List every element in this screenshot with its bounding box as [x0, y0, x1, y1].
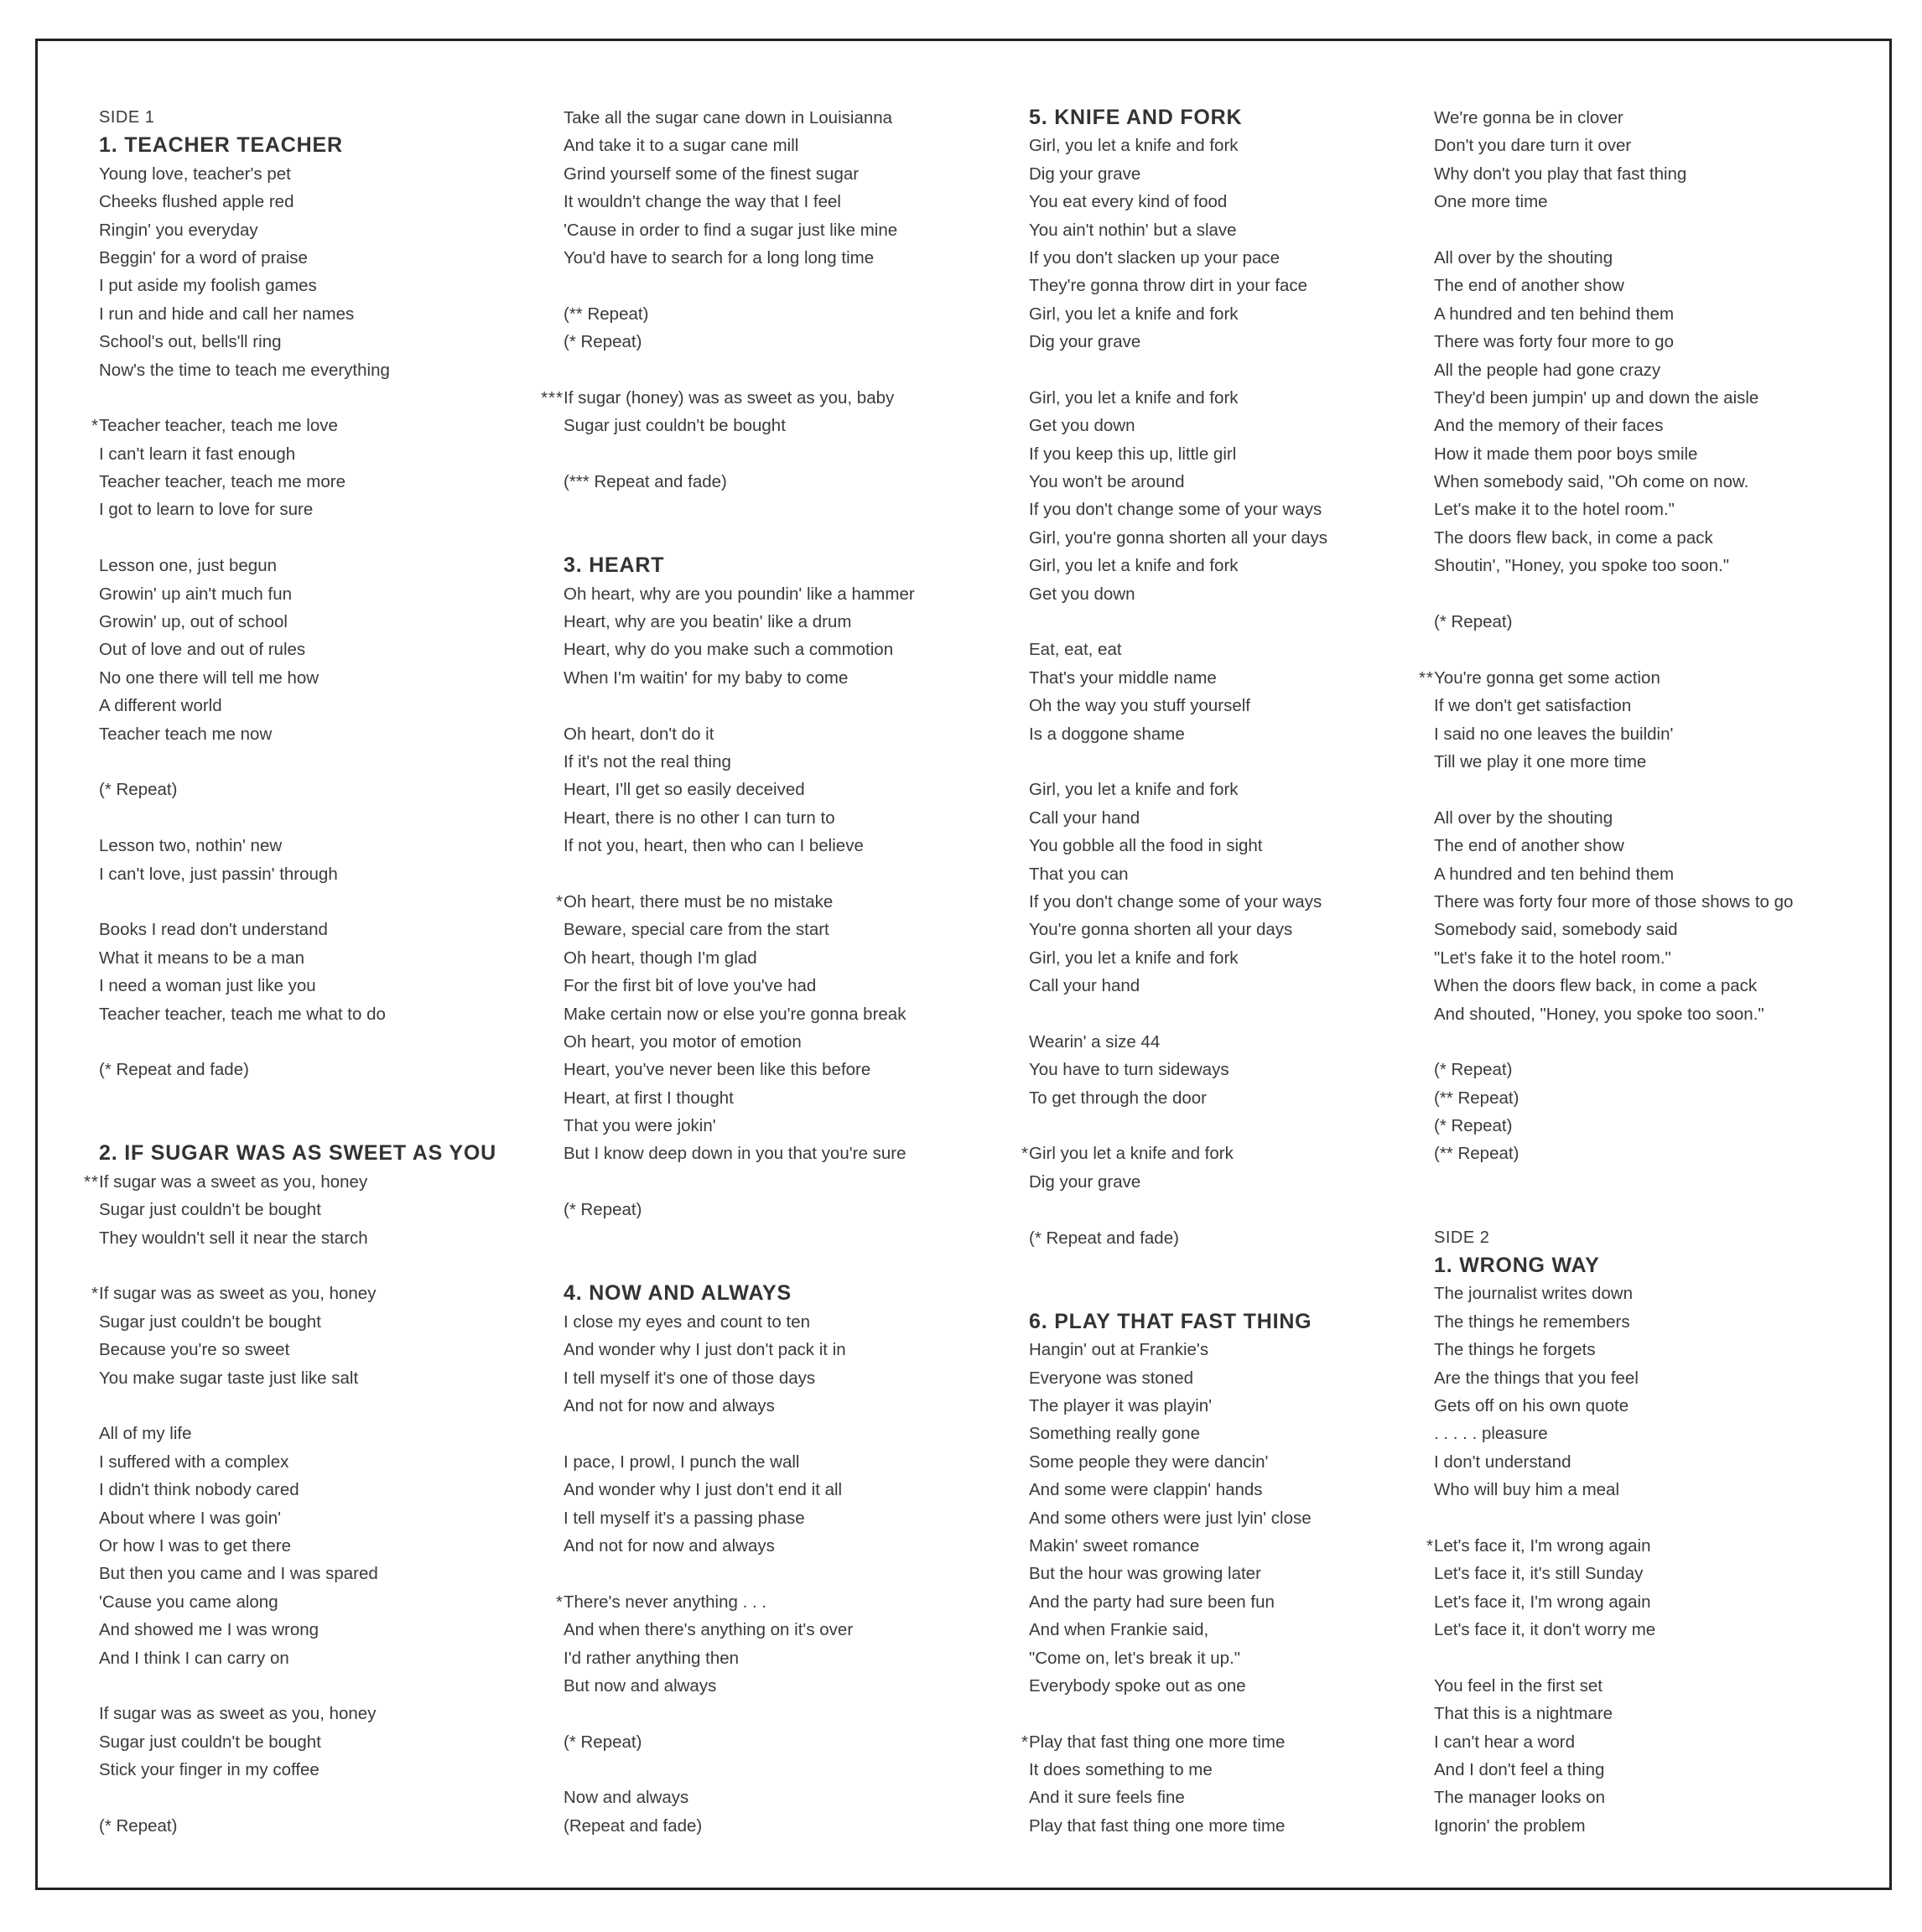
- lyric-line: Shoutin', "Honey, you spoke too soon.": [1434, 556, 1730, 576]
- lyric-line: There was forty four more of those shows to go: [1434, 891, 1794, 911]
- lyric-line: Girl, you let a knife and fork: [1029, 948, 1239, 968]
- lyric-line: They'd been jumpin' up and down the aisle: [1434, 387, 1759, 408]
- lyric-line: The player it was playin': [1029, 1395, 1213, 1415]
- lyric-line: I can't love, just passin' through: [99, 864, 338, 884]
- lyric-line: Girl, you're gonna shorten all your days: [1029, 527, 1328, 548]
- lyric-line: But now and always: [564, 1675, 717, 1696]
- lyric-line: Are the things that you feel: [1434, 1368, 1639, 1388]
- lyric-line: A different world: [99, 696, 222, 716]
- repeat-note: (*** Repeat and fade): [564, 472, 727, 492]
- lyric-line: You feel in the first set: [1434, 1675, 1603, 1696]
- lyric-line: Ringin' you everyday: [99, 220, 258, 240]
- lyric-line: And take it to a sugar cane mill: [564, 136, 799, 156]
- lyric-line: Growin' up ain't much fun: [99, 584, 293, 604]
- chorus-marker: **: [1419, 667, 1434, 688]
- lyric-line: Because you're so sweet: [99, 1340, 290, 1360]
- lyric-line: When somebody said, "Oh come on now.: [1434, 472, 1749, 492]
- lyric-line: Play that fast thing one more time: [1029, 1815, 1286, 1836]
- lyric-line: Beggin' for a word of praise: [99, 247, 308, 267]
- lyric-line: One more time: [1434, 192, 1548, 212]
- lyric-line: Is a doggone shame: [1029, 724, 1185, 744]
- lyric-line: Stick your finger in my coffee: [99, 1760, 319, 1780]
- song-title: 6. PLAY THAT FAST THING: [1029, 1309, 1312, 1333]
- lyric-line: Beware, special care from the start: [564, 920, 829, 940]
- side-label: SIDE 1: [99, 108, 155, 127]
- lyric-line: Everyone was stoned: [1029, 1368, 1194, 1388]
- repeat-note: (** Repeat): [1434, 1144, 1519, 1164]
- lyric-line: Let's face it, I'm wrong again: [1434, 1592, 1651, 1612]
- lyric-line: . . . . . pleasure: [1434, 1424, 1548, 1444]
- column-4: [1419, 104, 1870, 1840]
- lyric-line: I need a woman just like you: [99, 976, 316, 996]
- lyric-line: I suffered with a complex: [99, 1452, 289, 1472]
- lyric-line: But then you came and I was spared: [99, 1564, 378, 1584]
- lyric-line: That's your middle name: [1029, 667, 1217, 688]
- lyric-line: Now and always: [564, 1788, 689, 1808]
- lyric-line: The end of another show: [1434, 276, 1624, 296]
- lyric-line: Eat, eat, eat: [1029, 640, 1122, 660]
- lyric-line: Till we play it one more time: [1434, 751, 1647, 771]
- lyric-line: Girl, you let a knife and fork: [1029, 387, 1239, 408]
- lyric-line: And some were clappin' hands: [1029, 1480, 1263, 1500]
- lyric-line: If not you, heart, then who can I believe: [564, 836, 864, 856]
- lyric-line: I didn't think nobody cared: [99, 1480, 299, 1500]
- lyric-line: I put aside my foolish games: [99, 276, 317, 296]
- lyric-line: And some others were just lyin' close: [1029, 1508, 1312, 1528]
- lyric-line: To get through the door: [1029, 1088, 1207, 1108]
- column-2: [541, 104, 1000, 1840]
- chorus-marker: **: [84, 1171, 99, 1192]
- song-title: 4. NOW AND ALWAYS: [564, 1281, 792, 1306]
- song-title: 1. TEACHER TEACHER: [99, 133, 343, 158]
- lyric-line: Everybody spoke out as one: [1029, 1675, 1246, 1696]
- lyric-line: Oh the way you stuff yourself: [1029, 696, 1250, 716]
- lyric-line: For the first bit of love you've had: [564, 976, 817, 996]
- lyric-line: Grind yourself some of the finest sugar: [564, 164, 860, 184]
- lyric-line: But the hour was growing later: [1029, 1564, 1261, 1584]
- lyric-line: 'Cause you came along: [99, 1592, 278, 1612]
- lyric-line: Teacher teach me now: [99, 724, 273, 744]
- lyric-line: 'Cause in order to find a sugar just like mine: [564, 220, 898, 240]
- repeat-note: (* Repeat and fade): [99, 1060, 249, 1080]
- repeat-note: (* Repeat): [1434, 612, 1513, 632]
- lyric-line: The journalist writes down: [1434, 1284, 1633, 1304]
- lyric-line: School's out, bells'll ring: [99, 332, 282, 352]
- lyric-line: Call your hand: [1029, 976, 1140, 996]
- lyric-line: And wonder why I just don't end it all: [564, 1480, 843, 1500]
- lyric-line: Lesson two, nothin' new: [99, 836, 283, 856]
- lyric-line: Make certain now or else you're gonna break: [564, 1004, 906, 1024]
- lyric-line: All the people had gone crazy: [1434, 360, 1661, 380]
- lyric-line: Let's make it to the hotel room.": [1434, 500, 1675, 520]
- lyric-line: And shouted, "Honey, you spoke too soon.": [1434, 1004, 1764, 1024]
- lyric-line: Don't you dare turn it over: [1434, 136, 1632, 156]
- lyric-line: If you don't slacken up your pace: [1029, 247, 1280, 267]
- chorus-marker: ***: [541, 387, 564, 408]
- lyric-line: *** If sugar (honey) was as sweet as you, baby: [564, 384, 1000, 412]
- column-1: [84, 104, 535, 1840]
- lyric-line: ** If sugar was a sweet as you, honey: [99, 1168, 535, 1196]
- lyric-line: * Let's face it, I'm wrong again: [1434, 1532, 1870, 1560]
- lyric-line: Something really gone: [1029, 1424, 1200, 1444]
- lyric-line: Girl, you let a knife and fork: [1029, 304, 1239, 324]
- lyric-line: Makin' sweet romance: [1029, 1535, 1200, 1555]
- lyric-line: Sugar just couldn't be bought: [564, 416, 786, 436]
- song-title: 5. KNIFE AND FORK: [1029, 106, 1243, 129]
- chorus-marker: *: [556, 891, 564, 911]
- lyric-line: Cheeks flushed apple red: [99, 192, 294, 212]
- lyric-line: Let's face it, it don't worry me: [1434, 1620, 1656, 1640]
- lyric-line: Books I read don't understand: [99, 920, 328, 940]
- lyric-line: And showed me I was wrong: [99, 1620, 319, 1640]
- lyric-line: And the party had sure been fun: [1029, 1592, 1275, 1612]
- song-title: 1. WRONG WAY: [1434, 1254, 1600, 1278]
- lyric-line: Heart, at first I thought: [564, 1088, 734, 1108]
- lyric-line: Oh heart, you motor of emotion: [564, 1031, 802, 1052]
- lyric-line: Sugar just couldn't be bought: [99, 1200, 321, 1220]
- lyric-line: And not for now and always: [564, 1535, 775, 1555]
- lyric-line: That you were jokin': [564, 1116, 716, 1136]
- lyric-line: Young love, teacher's pet: [99, 164, 291, 184]
- lyric-line: And it sure feels fine: [1029, 1788, 1185, 1808]
- lyric-line: That you can: [1029, 864, 1129, 884]
- lyric-line: A hundred and ten behind them: [1434, 304, 1675, 324]
- lyric-line: * Girl you let a knife and fork: [1029, 1140, 1457, 1167]
- chorus-marker: *: [1426, 1535, 1434, 1555]
- lyric-line: Heart, why are you beatin' like a drum: [564, 612, 852, 632]
- lyric-line: I close my eyes and count to ten: [564, 1311, 810, 1332]
- lyric-line: * Play that fast thing one more time: [1029, 1728, 1457, 1756]
- lyric-line: Girl, you let a knife and fork: [1029, 556, 1239, 576]
- lyric-line: A hundred and ten behind them: [1434, 864, 1675, 884]
- lyric-line: Out of love and out of rules: [99, 640, 306, 660]
- lyric-line: All over by the shouting: [1434, 247, 1613, 267]
- lyric-line: Somebody said, somebody said: [1434, 920, 1678, 940]
- lyric-line: You're gonna shorten all your days: [1029, 920, 1293, 940]
- lyric-line: Sugar just couldn't be bought: [99, 1732, 321, 1752]
- repeat-note: (* Repeat): [564, 1200, 642, 1220]
- lyric-line: Get you down: [1029, 416, 1135, 436]
- lyric-line: Oh heart, why are you poundin' like a hammer: [564, 584, 915, 604]
- lyric-line: Teacher teacher, teach me more: [99, 472, 345, 492]
- lyric-line: The doors flew back, in come a pack: [1434, 527, 1713, 548]
- chorus-marker: *: [1021, 1732, 1029, 1752]
- lyric-line: Heart, I'll get so easily deceived: [564, 780, 805, 800]
- lyric-line: What it means to be a man: [99, 948, 304, 968]
- lyric-line: When I'm waitin' for my baby to come: [564, 667, 849, 688]
- lyric-line: You won't be around: [1029, 472, 1185, 492]
- lyric-line: If you don't change some of your ways: [1029, 891, 1322, 911]
- lyric-line: I can't hear a word: [1434, 1732, 1576, 1752]
- lyric-line: You ain't nothin' but a slave: [1029, 220, 1237, 240]
- lyric-line: If you don't change some of your ways: [1029, 500, 1322, 520]
- repeat-note: (* Repeat and fade): [1029, 1228, 1179, 1248]
- lyric-line: I pace, I prowl, I punch the wall: [564, 1452, 800, 1472]
- lyric-line: Why don't you play that fast thing: [1434, 164, 1687, 184]
- lyric-line: They wouldn't sell it near the starch: [99, 1228, 368, 1248]
- lyric-line: I run and hide and call her names: [99, 304, 355, 324]
- lyric-line: You have to turn sideways: [1029, 1060, 1229, 1080]
- repeat-note: (* Repeat): [99, 780, 178, 800]
- lyric-line: Teacher teacher, teach me what to do: [99, 1004, 386, 1024]
- lyric-line: There was forty four more to go: [1434, 332, 1674, 352]
- repeat-note: (* Repeat): [1434, 1060, 1513, 1080]
- lyric-line: When the doors flew back, in come a pack: [1434, 976, 1758, 996]
- lyric-line: I got to learn to love for sure: [99, 500, 314, 520]
- lyric-line: I said no one leaves the buildin': [1434, 724, 1674, 744]
- lyric-line: Oh heart, don't do it: [564, 724, 714, 744]
- lyric-line: Heart, there is no other I can turn to: [564, 808, 835, 828]
- chorus-marker: *: [91, 416, 99, 436]
- lyric-line: You'd have to search for a long long time: [564, 247, 875, 267]
- lyric-line: How it made them poor boys smile: [1434, 444, 1698, 464]
- lyric-line: And wonder why I just don't pack it in: [564, 1340, 846, 1360]
- lyric-line: Gets off on his own quote: [1434, 1395, 1629, 1415]
- lyric-line: And when Frankie said,: [1029, 1620, 1209, 1640]
- lyric-line: Now's the time to teach me everything: [99, 360, 390, 380]
- lyric-line: Get you down: [1029, 584, 1135, 604]
- lyric-line: I can't learn it fast enough: [99, 444, 296, 464]
- lyric-line: And I think I can carry on: [99, 1648, 289, 1668]
- lyric-line: Girl, you let a knife and fork: [1029, 136, 1239, 156]
- lyric-line: If you keep this up, little girl: [1029, 444, 1237, 464]
- lyric-line: Growin' up, out of school: [99, 612, 288, 632]
- lyric-line: We're gonna be in clover: [1434, 108, 1623, 127]
- lyric-line: Call your hand: [1029, 808, 1140, 828]
- side-label: SIDE 2: [1434, 1228, 1490, 1247]
- column-3: [1021, 104, 1457, 1840]
- lyric-line: Let's face it, it's still Sunday: [1434, 1564, 1644, 1584]
- lyric-line: * If sugar was as sweet as you, honey: [99, 1280, 535, 1307]
- lyric-line: And the memory of their faces: [1434, 416, 1664, 436]
- lyric-line: I don't understand: [1434, 1452, 1571, 1472]
- lyric-line: Wearin' a size 44: [1029, 1031, 1161, 1052]
- lyric-line: They're gonna throw dirt in your face: [1029, 276, 1308, 296]
- repeat-note: (* Repeat): [1434, 1116, 1513, 1136]
- repeat-note: (** Repeat): [564, 304, 649, 324]
- lyric-line: Or how I was to get there: [99, 1535, 292, 1555]
- lyric-line: The end of another show: [1434, 836, 1624, 856]
- repeat-note: (Repeat and fade): [564, 1815, 703, 1836]
- lyric-line: Dig your grave: [1029, 1171, 1141, 1192]
- lyric-line: And I don't feel a thing: [1434, 1760, 1605, 1780]
- lyric-line: Dig your grave: [1029, 332, 1141, 352]
- lyric-line: And when there's anything on it's over: [564, 1620, 854, 1640]
- lyric-line: Heart, why do you make such a commotion: [564, 640, 894, 660]
- lyric-line: If it's not the real thing: [564, 752, 731, 771]
- lyric-line: The manager looks on: [1434, 1788, 1605, 1808]
- song-title: 2. IF SUGAR WAS AS SWEET AS YOU: [99, 1141, 496, 1166]
- lyric-line: Who will buy him a meal: [1434, 1480, 1620, 1500]
- chorus-marker: *: [556, 1592, 564, 1612]
- lyric-line: And not for now and always: [564, 1396, 775, 1415]
- lyric-line: I'd rather anything then: [564, 1648, 740, 1668]
- lyric-line: Hangin' out at Frankie's: [1029, 1340, 1209, 1360]
- lyric-line: Girl, you let a knife and fork: [1029, 780, 1239, 800]
- lyric-line: The things he forgets: [1434, 1340, 1596, 1360]
- lyric-line: ** You're gonna get some action: [1434, 664, 1870, 692]
- lyric-line: That this is a nightmare: [1434, 1704, 1613, 1724]
- lyric-line: "Let's fake it to the hotel room.": [1434, 948, 1671, 968]
- lyric-line: Lesson one, just begun: [99, 556, 277, 576]
- repeat-note: (* Repeat): [564, 1732, 642, 1752]
- lyric-line: It does something to me: [1029, 1760, 1213, 1780]
- lyric-line: Some people they were dancin': [1029, 1452, 1269, 1472]
- repeat-note: (* Repeat): [99, 1815, 178, 1836]
- lyric-line: * There's never anything . . .: [564, 1588, 1000, 1616]
- lyric-line: Oh heart, though I'm glad: [564, 948, 757, 968]
- lyric-line: * Oh heart, there must be no mistake: [564, 888, 1000, 916]
- lyric-line: "Come on, let's break it up.": [1029, 1648, 1241, 1668]
- chorus-marker: *: [1021, 1144, 1029, 1164]
- lyric-line: * Teacher teacher, teach me love: [99, 412, 535, 439]
- lyric-line: But I know deep down in you that you're sure: [564, 1144, 906, 1164]
- lyric-line: Take all the sugar cane down in Louisianna: [564, 108, 893, 127]
- lyric-line: All over by the shouting: [1434, 808, 1613, 828]
- lyric-line: Heart, you've never been like this before: [564, 1060, 871, 1080]
- lyric-line: All of my life: [99, 1424, 192, 1444]
- lyric-line: About where I was goin': [99, 1508, 282, 1528]
- lyric-line: If sugar was as sweet as you, honey: [99, 1704, 377, 1724]
- lyric-line: The things he remembers: [1434, 1311, 1630, 1332]
- lyric-line: You gobble all the food in sight: [1029, 836, 1263, 856]
- repeat-note: (** Repeat): [1434, 1088, 1519, 1108]
- lyric-line: It wouldn't change the way that I feel: [564, 192, 841, 212]
- lyric-line: If we don't get satisfaction: [1434, 696, 1632, 716]
- lyric-line: You eat every kind of food: [1029, 192, 1228, 212]
- lyric-line: Dig your grave: [1029, 164, 1141, 184]
- lyric-line: I tell myself it's one of those days: [564, 1368, 816, 1388]
- lyric-line: You make sugar taste just like salt: [99, 1368, 359, 1388]
- repeat-note: (* Repeat): [564, 332, 642, 352]
- lyric-line: Ignorin' the problem: [1434, 1815, 1586, 1836]
- lyric-line: No one there will tell me how: [99, 667, 319, 688]
- lyric-line: I tell myself it's a passing phase: [564, 1508, 805, 1528]
- song-title: 3. HEART: [564, 553, 665, 578]
- chorus-marker: *: [91, 1284, 99, 1304]
- lyric-line: Sugar just couldn't be bought: [99, 1311, 321, 1332]
